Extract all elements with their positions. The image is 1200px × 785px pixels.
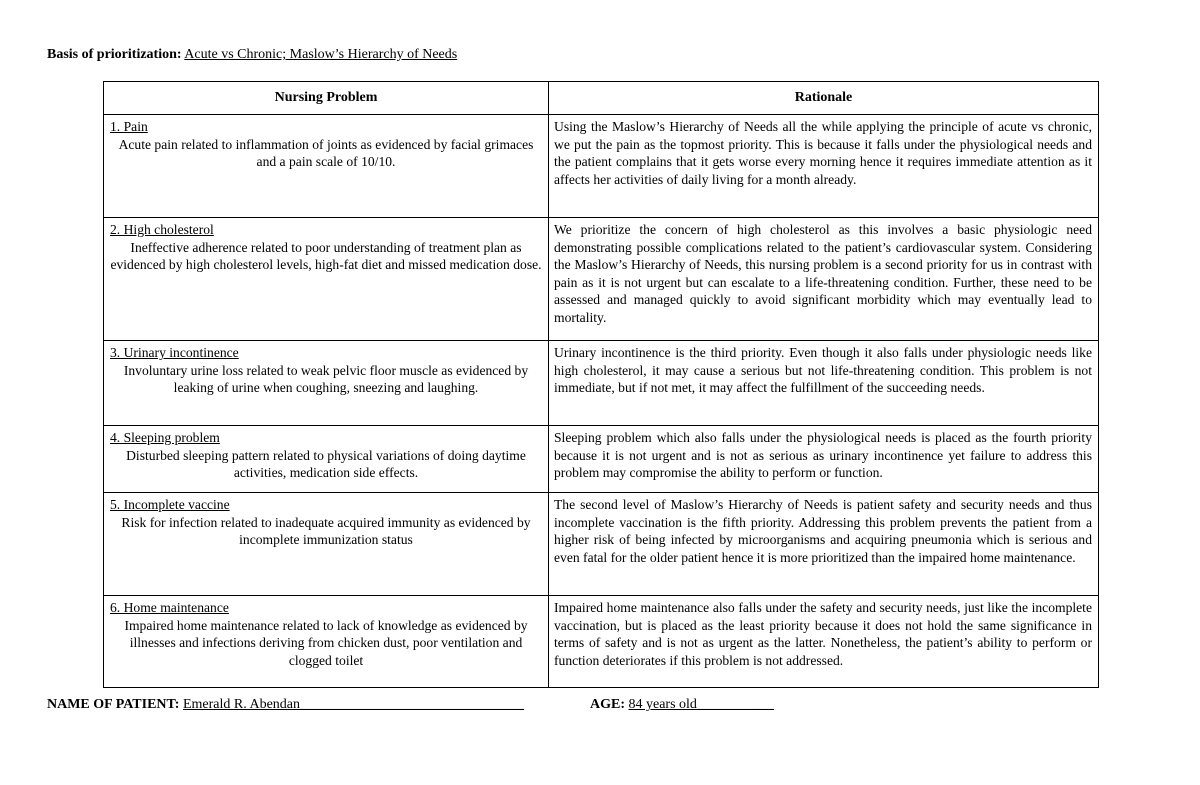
- table-row: [104, 596, 1099, 688]
- table-row: [104, 341, 1099, 426]
- problem-cell: [104, 426, 549, 493]
- problem-description: Ineffective adherence related to poor understanding of treatment plan as evidenced by high cholesterol levels, high-fat diet and missed medication dose.: [110, 239, 542, 273]
- nursing-care-table: [103, 81, 1099, 688]
- problem-cell: [104, 493, 549, 596]
- table-row: [104, 218, 1099, 341]
- patient-age-value: 84 years old___________: [628, 697, 774, 712]
- table-row: [104, 115, 1099, 218]
- basis-value: Acute vs Chronic; Maslow’s Hierarchy of Needs: [184, 47, 458, 62]
- problem-title: 1. Pain: [110, 119, 148, 134]
- problem-description: Disturbed sleeping pattern related to physical variations of doing daytime activities, medication side effects.: [126, 447, 526, 481]
- problem-title: 4. Sleeping problem: [110, 430, 220, 445]
- problem-title: 2. High cholesterol: [110, 222, 214, 237]
- rationale-cell: Using the Maslow’s Hierarchy of Needs all the while applying the principle of acute vs chronic, we put the pain as the topmost priority. This is because it falls under the physiological needs and the patient complains that it gets worse every morning hence it requires immediate attention as it affects her activities of daily living for a month already.: [549, 115, 1099, 218]
- table-header-row: [104, 82, 1099, 115]
- patient-name-line: [47, 697, 524, 713]
- problem-title: 3. Urinary incontinence: [110, 345, 239, 360]
- problem-description: Acute pain related to inflammation of joints as evidenced by facial grimaces and a pain scale of 10/10.: [118, 136, 534, 170]
- problem-cell: [104, 596, 549, 688]
- basis-label: Basis of prioritization:: [47, 47, 182, 62]
- problem-title: 5. Incomplete vaccine: [110, 497, 230, 512]
- problem-cell: [104, 218, 549, 341]
- problem-description: Risk for infection related to inadequate acquired immunity as evidenced by incomplete immunization status: [121, 514, 531, 548]
- rationale-cell: We prioritize the concern of high cholesterol as this involves a basic physiologic need demonstrating possible complications related to the patient’s cardiovascular system. Considering the Maslow’s Hierarchy of Needs, this nursing problem is a second priority for us in contrast with pain as it is not urgent but can escalate to a life-threatening condition. Further, these need to be assessed and managed quickly to avoid significant morbidity which may eventually lead to mortality.: [549, 218, 1099, 341]
- problem-description: Impaired home maintenance related to lack of knowledge as evidenced by illnesses and infections deriving from chicken dust, poor ventilation and clogged toilet: [124, 617, 528, 668]
- table-row: [104, 426, 1099, 493]
- problem-title: 6. Home maintenance: [110, 600, 229, 615]
- rationale-cell: Urinary incontinence is the third priority. Even though it also falls under physiologic needs like high cholesterol, it may cause a serious but not life-threatening condition. This problem is not immediate, but if not met, it may affect the fulfillment of the succeeding needs.: [549, 341, 1099, 426]
- problem-cell: [104, 115, 549, 218]
- table-row: [104, 493, 1099, 596]
- rationale-cell: Impaired home maintenance also falls under the safety and security needs, just like the incomplete vaccination, but is placed as the least priority because it does not hold the same significance in terms of safety and is not as urgent as the latter. Nonetheless, the patient’s ability to perform or function deteriorates if this problem is not addressed.: [549, 596, 1099, 688]
- rationale-cell: The second level of Maslow’s Hierarchy of Needs is patient safety and security needs and thus incomplete vaccination is the fifth priority. Addressing this problem prevents the patient from a higher risk of being infected by microorganisms and acquiring pneumonia which is serious and even fatal for the older patient hence it is more prioritized than the impaired home maintenance.: [549, 493, 1099, 596]
- header-nursing-problem: Nursing Problem: [104, 82, 549, 115]
- problem-description: Involuntary urine loss related to weak pelvic floor muscle as evidenced by leaking of urine when coughing, sneezing and laughing.: [123, 362, 529, 396]
- patient-name-label: NAME OF PATIENT:: [47, 697, 180, 712]
- basis-of-prioritization: [47, 47, 457, 63]
- patient-name-value: Emerald R. Abendan________________________________: [182, 697, 525, 712]
- problem-cell: [104, 341, 549, 426]
- rationale-cell: Sleeping problem which also falls under the physiological needs is placed as the fourth priority because it is not urgent and is not as serious as urinary incontinence yet failure to address this problem may compromise the ability to perform or function.: [549, 426, 1099, 493]
- patient-age-line: [590, 697, 774, 713]
- header-rationale: Rationale: [549, 82, 1099, 115]
- patient-age-label: AGE:: [590, 697, 625, 712]
